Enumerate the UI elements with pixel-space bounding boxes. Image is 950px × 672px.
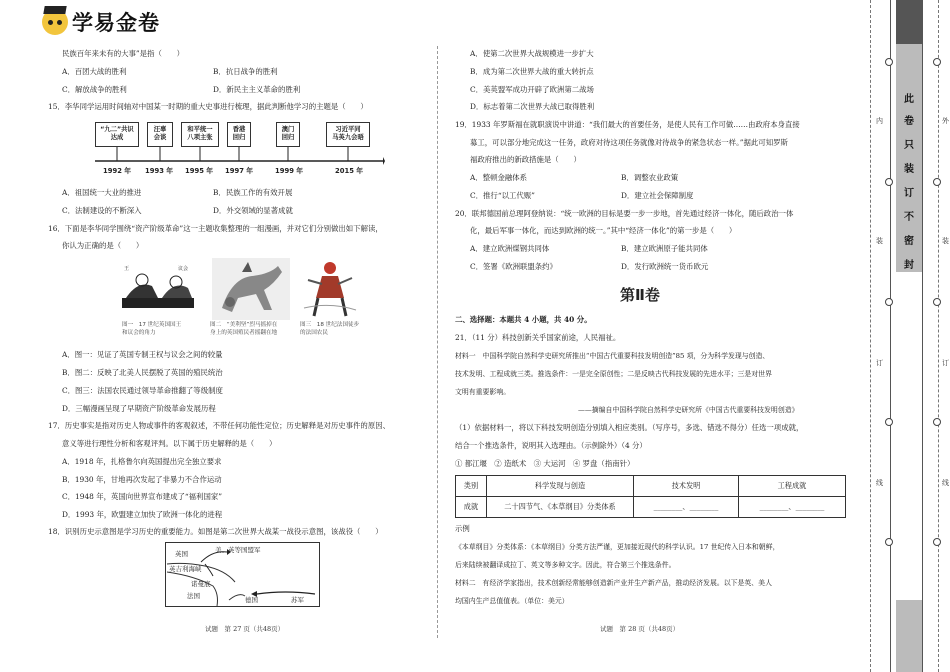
example-line2: 后来陆续被翻译成拉丁、英文等多种文字。因此，符合第三个推选条件。 bbox=[455, 561, 676, 569]
margin-outer-label: 外 bbox=[942, 117, 949, 125]
timeline-year: 1992 年 bbox=[103, 167, 132, 175]
timeline-year: 1997 年 bbox=[225, 167, 254, 175]
q21-stem: 21．（11 分）科技创新关乎国家前途，人民福祉。 bbox=[455, 333, 621, 342]
q18-option-b: B．成为第二次世界大战的重大转折点 bbox=[470, 67, 594, 76]
binding-hole-icon bbox=[885, 298, 893, 306]
binding-inner-dashline bbox=[938, 0, 939, 672]
material1-line3: 文明有重要影响。 bbox=[455, 388, 511, 396]
margin-binding-char: 订 bbox=[876, 359, 883, 367]
q16-option-c: C．图三：法国农民通过领导革命推翻了等级制度 bbox=[62, 386, 223, 395]
example-line1: 《本草纲目》分类体系：《本草纲目》分类方法严谨，更加接近现代的科学认识。17 世纪传入日本和朝鲜， bbox=[455, 543, 780, 551]
timeline-year: 2015 年 bbox=[335, 167, 364, 175]
material1-line2: 技术发明、工程成就三类。推选条件：一是完全原创性；二是反映古代科技发展的先进水平；三是对世界 bbox=[455, 370, 772, 378]
q21-items: ① 都江堰 ② 造纸术 ③ 大运河 ④ 罗盘（指南针） bbox=[455, 459, 635, 468]
page-footer-right: 试题 第 28 页（共48页） bbox=[600, 625, 680, 633]
logo-text: 学易金卷 bbox=[72, 11, 160, 35]
q19-option-b: B．调整农业政策 bbox=[621, 173, 679, 182]
seal-char: 订 bbox=[904, 188, 914, 199]
table-cell-example: 二十四节气、《本草纲目》分类体系 bbox=[487, 497, 634, 518]
binding-hole-icon bbox=[885, 418, 893, 426]
q17-option-c: C．1948 年，英国向世界宣布建成了“福利国家” bbox=[62, 492, 223, 501]
map-label-allies: 美、英等国盟军 bbox=[215, 546, 261, 554]
q15-option-c: C．法制建设的不断深入 bbox=[62, 206, 142, 215]
q20-option-c: C．签署《欧洲联盟条约》 bbox=[470, 262, 557, 271]
timeline-event: 和平统一 八项主张 bbox=[181, 122, 219, 147]
cartoon-2-caption: 图二 “美利坚”烈马摇掉在 身上的英国殖民者摇翻在地 bbox=[210, 322, 278, 336]
cartoon-1-caption: 图一 17 世纪英国国王 和议会的角力 bbox=[122, 322, 182, 336]
table-header: 类别 bbox=[456, 476, 487, 497]
q18-option-a: A．使第二次世界大战规模进一步扩大 bbox=[470, 49, 594, 58]
q17-stem-cont: 意义等进行理性分析和客观评判。以下属于历史解释的是（ ） bbox=[62, 439, 277, 448]
q20-stem-cont: 化，最后军事一体化，而达到欧洲的统一。”其中“经济一体化”的第一步是（ ） bbox=[470, 226, 737, 235]
binding-hole-icon bbox=[933, 58, 941, 66]
margin-binding-char: 装 bbox=[942, 237, 949, 245]
seal-char: 不 bbox=[904, 212, 914, 223]
binding-outer-dashline bbox=[870, 0, 871, 672]
map-label-france: 法国 bbox=[187, 592, 200, 600]
timeline-event: 香港 回归 bbox=[227, 122, 251, 147]
binding-band-bottom bbox=[896, 600, 922, 672]
answer-blank-technology[interactable]: ________、________ bbox=[634, 497, 739, 518]
timeline-event: 汪辜 会谈 bbox=[147, 122, 173, 147]
q20-option-a: A．建立欧洲煤钢共同体 bbox=[470, 244, 550, 253]
seal-char: 密 bbox=[904, 236, 914, 247]
q15-option-a: A．祖国统一大业的推进 bbox=[62, 188, 142, 197]
q19-stem-cont2: 福政府推出的新政措施是（ ） bbox=[470, 155, 581, 164]
seal-char: 封 bbox=[904, 260, 914, 271]
cartoon-3-image bbox=[300, 258, 358, 320]
q21-part1-line2: 结合一个推选条件，说明其入选理由。（示例除外）（4 分） bbox=[455, 441, 647, 450]
q21-answer-table bbox=[455, 475, 846, 518]
q15-option-b: B．民族工作的有效开展 bbox=[213, 188, 293, 197]
binding-line bbox=[890, 0, 891, 672]
table-header: 工程成就 bbox=[739, 476, 846, 497]
section-title: 第Ⅱ卷 bbox=[620, 286, 660, 304]
q20-option-d: D．发行欧洲统一货币欧元 bbox=[621, 262, 709, 271]
map-label-uk: 英国 bbox=[175, 550, 188, 558]
material1-source: ——摘编自中国科学院自然科学史研究所《中国古代重要科技发明创造》 bbox=[578, 406, 799, 414]
material2-line1: 材料二 有经济学家指出，技术创新经常能够创造新产业并生产新产品，推动经济发展。以下是英、美人 bbox=[455, 579, 772, 587]
q17-option-b: B．1930 年，甘地再次发起了非暴力不合作运动 bbox=[62, 475, 222, 484]
binding-line-2 bbox=[922, 0, 923, 672]
q14-option-d: D．新民主主义革命的胜利 bbox=[213, 85, 301, 94]
table-header-row bbox=[456, 476, 846, 497]
margin-binding-char: 装 bbox=[876, 237, 883, 245]
binding-hole-icon bbox=[885, 178, 893, 186]
example-label: 示例 bbox=[455, 524, 470, 533]
timeline-year: 1993 年 bbox=[145, 167, 174, 175]
margin-binding-char: 订 bbox=[942, 359, 949, 367]
q14-stem-tail: 民族百年来未有的大事”是指（ ） bbox=[62, 49, 185, 58]
material1-line1: 材料一 中国科学院自然科学史研究所推出“中国古代重要科技发明创造”85 项，分为科学发现与创造、 bbox=[455, 352, 770, 360]
answer-blank-engineering[interactable]: ________、________ bbox=[739, 497, 846, 518]
q20-option-b: B．建立欧洲原子能共同体 bbox=[621, 244, 708, 253]
q16-option-b: B．图二：反映了北美人民摆脱了英国的殖民统治 bbox=[62, 368, 223, 377]
seal-char: 只 bbox=[904, 140, 914, 151]
binding-hole-icon bbox=[933, 298, 941, 306]
battle-map bbox=[165, 542, 320, 607]
timeline-event: 习近平同 马英九会晤 bbox=[326, 122, 370, 147]
column-divider bbox=[437, 46, 438, 638]
q14-option-a: A．百团大战的胜利 bbox=[62, 67, 127, 76]
margin-binding-char: 线 bbox=[942, 479, 949, 487]
cartoon-1-image bbox=[118, 258, 198, 320]
q16-option-a: A．图一：见证了英国专制王权与议会之间的较量 bbox=[62, 350, 223, 359]
binding-hole-icon bbox=[933, 538, 941, 546]
q21-part1-line1: （1）依据材料一，将以下科技发明创造分别填入相应类别。（写序号，多选、错选不得分）任选一项成就， bbox=[455, 423, 804, 432]
timeline-year: 1999 年 bbox=[275, 167, 304, 175]
binding-hole-icon bbox=[885, 538, 893, 546]
q16-stem-cont: 你认为正确的是（ ） bbox=[62, 241, 144, 250]
seal-char: 卷 bbox=[904, 116, 914, 127]
q15-option-d: D．外交领域的显著成就 bbox=[213, 206, 293, 215]
q17-option-a: A．1918 年，扎格鲁尔向英国提出完全独立要求 bbox=[62, 457, 222, 466]
binding-hole-icon bbox=[885, 58, 893, 66]
q15-stem: 15．李华同学运用时间轴对中国某一时期的重大史事进行梳理，据此判断他学习的主题是（ ） bbox=[48, 102, 368, 111]
q17-option-d: D．1993 年，欧盟建立加快了欧洲一体化的进程 bbox=[62, 510, 223, 519]
q19-option-d: D．建立社会保障制度 bbox=[621, 191, 694, 200]
q14-option-b: B．抗日战争的胜利 bbox=[213, 67, 278, 76]
q19-stem-cont: 募工，可以部分地完成这一任务，政府对待这项任务就像对待战争的紧急状态一样。”据此可知罗斯 bbox=[470, 138, 788, 147]
q18-option-c: C．美英盟军成功开辟了欧洲第二战场 bbox=[470, 85, 594, 94]
seal-char: 装 bbox=[904, 164, 914, 175]
q20-stem: 20．联邦德国前总理阿登纳说：“统一欧洲的目标是要一步一步地，首先通过经济一体化，随后政治一体 bbox=[455, 209, 794, 218]
q18-option-d: D．标志着第二次世界大战已取得胜利 bbox=[470, 102, 595, 111]
table-header: 科学发现与创造 bbox=[487, 476, 634, 497]
q16-stem: 16．下面是李华同学围绕“资产阶级革命”这一主题收集整理的一组漫画，并对它们分别做出如下解读， bbox=[48, 224, 383, 233]
binding-hole-icon bbox=[933, 178, 941, 186]
q18-stem: 18．识别历史示意图是学习历史的重要能力。如图是第二次世界大战某一战役示意图，该战役（ ） bbox=[48, 527, 383, 536]
timeline-axis bbox=[95, 147, 385, 167]
part2-heading: 二、选择题：本题共 4 小题，共 40 分。 bbox=[455, 315, 592, 324]
timeline-year: 1995 年 bbox=[185, 167, 214, 175]
cartoon-1-label-parliament: 议会 bbox=[178, 266, 189, 272]
binding-dark-band-top bbox=[896, 0, 922, 44]
map-label-germany: 德国 bbox=[245, 596, 258, 604]
map-label-soviet: 苏军 bbox=[291, 596, 304, 604]
seal-char: 此 bbox=[904, 94, 914, 105]
timeline-event: “九二”共识 达成 bbox=[95, 122, 139, 147]
material2-line2: 均国内生产总值值表。（单位：美元） bbox=[455, 597, 569, 605]
margin-inner-label: 内 bbox=[876, 117, 883, 125]
margin-binding-char: 线 bbox=[876, 479, 883, 487]
cartoon-2-image bbox=[212, 258, 290, 320]
q19-stem: 19．1933 年罗斯福在就职演说中讲道：“我们最大的首要任务，是使人民有工作可做……由政府本身直接 bbox=[455, 120, 800, 129]
logo-mascot-icon bbox=[42, 9, 68, 35]
q17-stem: 17．历史事实是指对历史人物或事件的客观叙述，不带任何功能性定位；历史解释是对历史事件的原因、 bbox=[48, 421, 390, 430]
binding-hole-icon bbox=[933, 418, 941, 426]
table-row-label: 成就 bbox=[456, 497, 487, 518]
q16-option-d: D．三幅漫画呈现了早期资产阶级革命发展历程 bbox=[62, 404, 216, 413]
table-row bbox=[456, 497, 846, 518]
timeline-event: 澳门 回归 bbox=[276, 122, 300, 147]
table-header: 技术发明 bbox=[634, 476, 739, 497]
cartoon-3-caption: 图三 18 世纪法国徒步 的法国农民 bbox=[300, 322, 360, 336]
page-footer-left: 试题 第 27 页（共48页） bbox=[205, 625, 285, 633]
q14-option-c: C．解放战争的胜利 bbox=[62, 85, 127, 94]
timeline-figure bbox=[95, 120, 385, 180]
q19-option-a: A．整顿金融体系 bbox=[470, 173, 528, 182]
cartoon-1-label-king: 王 bbox=[124, 266, 130, 272]
logo bbox=[42, 8, 160, 36]
q19-option-c: C．推行“以工代赈” bbox=[470, 191, 535, 200]
map-label-channel: 英吉利海峡 bbox=[169, 565, 202, 573]
map-label-normandy: 诺曼底 bbox=[191, 580, 211, 588]
